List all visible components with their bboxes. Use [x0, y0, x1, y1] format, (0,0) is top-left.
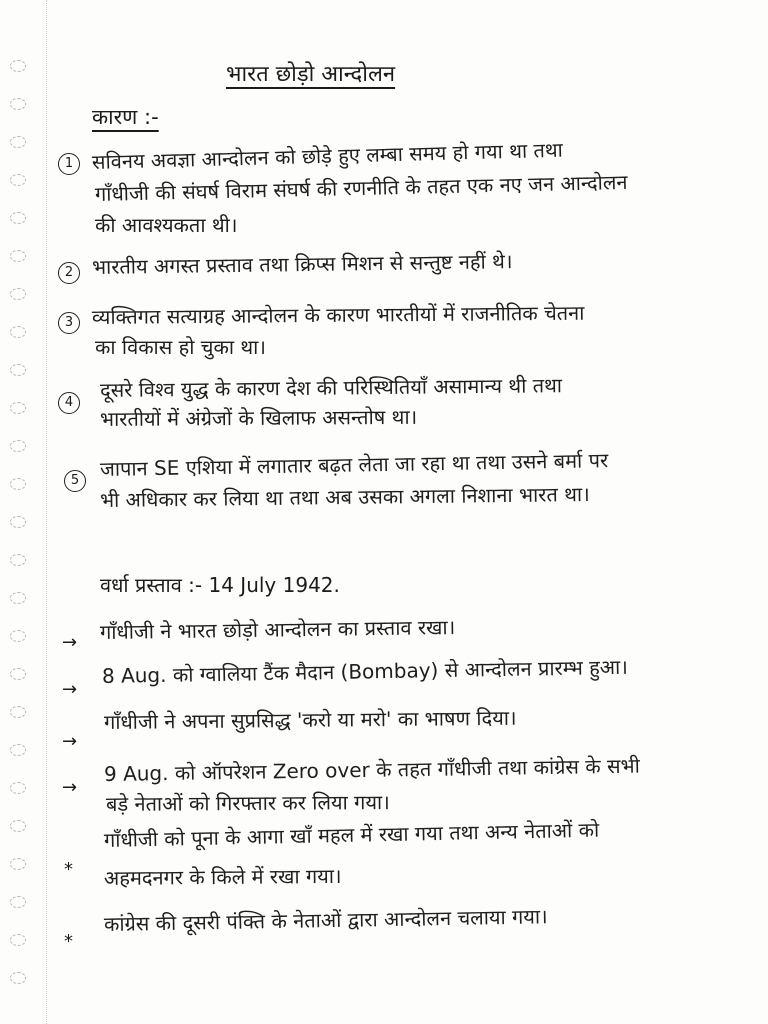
arrow-marker: → [62, 731, 78, 752]
margin-line [46, 0, 48, 1024]
reason-line: दूसरे विश्व युद्ध के कारण देश की परिस्थितियाँ असामान्य थी तथा [99, 373, 563, 402]
reason-line: भारतीयों में अंग्रेजों के खिलाफ असन्तोष था। [99, 404, 418, 431]
arrow-marker: → [62, 679, 78, 700]
reason-line: सविनय अवज्ञा आन्दोलन को छोड़े हुए लम्बा समय हो गया था तथा [91, 137, 564, 174]
star-marker: * [64, 931, 73, 952]
reasons-heading: कारण :- [92, 105, 159, 129]
point-line: कांग्रेस की दूसरी पंक्ति के नेताओं द्वारा आन्दोलन चलाया गया। [103, 904, 548, 936]
point-line: बड़े नेताओं को गिरफ्तार कर लिया गया। [105, 790, 390, 816]
point-line: गाँधीजी को पूना के आगा खाँ महल में रखा गया तथा अन्य नेताओं को [103, 817, 600, 852]
point-line: गाँधीजी ने अपना सुप्रसिद्ध 'करो या मरो' का भाषण दिया। [103, 705, 517, 734]
star-marker: * [64, 859, 73, 880]
reason-number: 3 [58, 312, 80, 334]
point-line: गाँधीजी ने भारत छोड़ो आन्दोलन का प्रस्ताव रखा। [99, 615, 456, 644]
reason-number: 5 [64, 470, 86, 492]
arrow-marker: → [62, 632, 78, 653]
point-line: अहमदनगर के किले में रखा गया। [103, 863, 342, 890]
reason-number: 2 [58, 262, 80, 284]
reason-line: भी अधिकार कर लिया था तथा अब उसका अगला निशाना भारत था। [99, 482, 590, 512]
point-line: 9 Aug. को ऑपरेशन Zero over के तहत गाँधीजी तथा कांग्रेस के सभी [103, 753, 640, 786]
reason-line: जापान SE एशिया में लगातार बढ़त लेता जा रहा था तथा उसने बर्मा पर [99, 448, 609, 481]
reason-line: व्यक्तिगत सत्याग्रह आन्दोलन के कारण भारतीयों में राजनीतिक चेतना [91, 300, 585, 329]
arrow-marker: → [62, 777, 78, 798]
page-title: भारत छोड़ो आन्दोलन [226, 62, 396, 87]
reason-line: गाँधीजी की संघर्ष विराम संघर्ष की रणनीति के तहत एक नए जन आन्दोलन [94, 169, 628, 206]
binding-holes [2, 60, 42, 1000]
reason-line: की आवश्यकता थी। [95, 213, 238, 237]
reason-line: का विकास हो चुका था। [95, 335, 266, 359]
reason-number: 4 [58, 392, 80, 414]
reason-number: 1 [58, 153, 80, 175]
wardha-heading: वर्धा प्रस्ताव :- 14 July 1942. [100, 573, 340, 597]
reason-line: भारतीय अगस्त प्रस्ताव तथा क्रिप्स मिशन से सन्तुष्ट नहीं थे। [91, 249, 513, 279]
point-line: 8 Aug. को ग्वालिया टैंक मैदान (Bombay) से आन्दोलन प्रारम्भ हुआ। [101, 654, 629, 688]
